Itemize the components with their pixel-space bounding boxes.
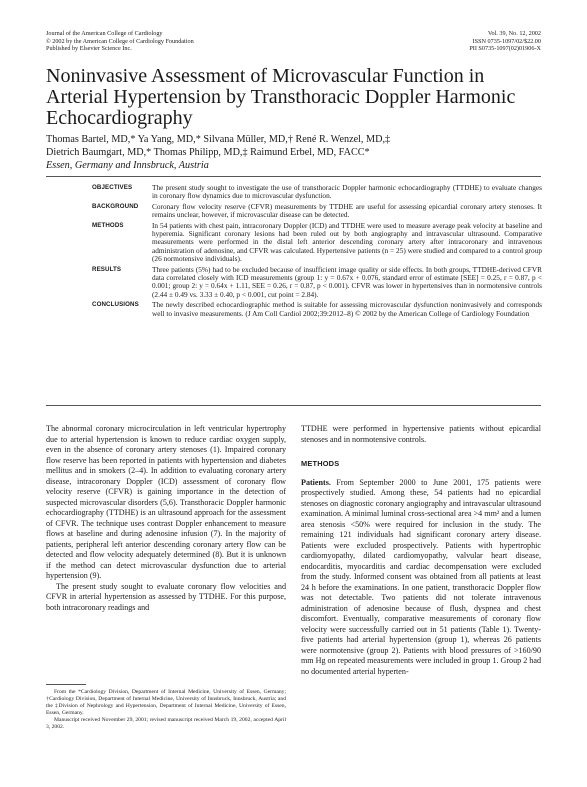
abstract-bottom-rule <box>46 405 541 406</box>
affiliation-footnote <box>46 689 286 732</box>
abstract-top-rule <box>46 176 541 177</box>
abstract-results <box>92 266 542 300</box>
copyright-line: © 2002 by the American College of Cardiology Foundation <box>46 37 194 45</box>
manuscript-dates: Manuscript received November 29, 2001; revised manuscript received March 19, 2002, accepted April 3, 2002. <box>46 717 286 731</box>
intro-paragraph: The abnormal coronary microcirculation in left ventricular hypertrophy due to arterial hypertension is known to reduce cardiac oxygen supply, even in the absence of coronary artery stenoses (1). Impaired coronary flow reserve has been reported in patients with hypertension and diabetes mellitus and in smokers (2–4). In addition to evaluating coronary artery disease, intracoronary Doppler (ICD) assessment of coronary flow velocity reserve (CFVR) is gaining importance in the detection of suspected microvascular disorders (5,6). Transthoracic Doppler harmonic echocardiography (TTDHE) is an ultrasound approach for the assessment of CFVR. The technique uses contrast Doppler enhancement to measure flows at baseline and during adenosine infusion (7). In the majority of patients, peripheral left anterior descending coronary artery flow can be detected and flow velocity adequately determined (8). But it is unknown if the method can detect microvascular dysfunction due to arterial hypertension (9). <box>46 424 286 580</box>
author-line: Dietrich Baumgart, MD,* Thomas Philipp, MD,‡ Raimund Erbel, MD, FACC* <box>46 146 370 158</box>
body-column-left <box>46 424 286 613</box>
journal-header-left <box>46 30 194 53</box>
issn-line: ISSN 0735-1097/02/$22.00 <box>472 37 541 45</box>
volume-line: Vol. 39, No. 12, 2002 <box>487 30 541 37</box>
abstract-text: The present study sought to investigate the use of transthoracic Doppler harmonic echocardiography (TTDHE) to evaluate changes in coronary flow dynamics due to microvascular dysfunction. <box>152 183 542 201</box>
abstract-background <box>92 203 542 220</box>
pii-line: PII S0735-1097(02)01906-X <box>469 45 541 53</box>
abstract-conclusions <box>92 301 542 318</box>
abstract-label: RESULTS <box>92 265 122 273</box>
publisher-line: Published by Elsevier Science Inc. <box>46 45 132 53</box>
intro-continuation: TTDHE were performed in hypertensive patients without epicardial stenoses and in normotensive controls. <box>301 424 541 444</box>
author-list <box>46 134 546 159</box>
affiliation-text: From the *Cardiology Division, Department of Internal Medicine, University of Essen, Germany; †Cardiology Division, Department of Internal Medicine, University of Innsbruck, Innsbruck, Austria; and the ‡Division of Nephrology and Hypertension, Department of Internal Medicine, University of Essen, Essen, Germany. <box>46 689 286 717</box>
abstract-text: Three patients (5%) had to be excluded because of insufficient image quality or side effects. In both groups, TTDHE-derived CFVR data correlated closely with ICD measurements (group 1: y = 0.67x + 0.076, standard error of estimate [SEE] = 0.25, r = 0.87, p < 0.001; group 2: y = 0.64x + 1.11, SEE = 0.26, r = 0.87, p < 0.001). CFVR was lower in hypertensives than in normotensive controls (2.44 ± 0.49 vs. 3.33 ± 0.40, p < 0.001, cut point = 2.84). <box>152 264 542 299</box>
methods-heading: METHODS <box>301 459 340 468</box>
patients-paragraph <box>301 478 541 678</box>
body-column-right <box>301 424 541 677</box>
abstract-label: CONCLUSIONS <box>92 301 139 309</box>
structured-abstract <box>92 184 542 320</box>
abstract-label: OBJECTIVES <box>92 184 133 191</box>
footnote-rule <box>46 684 86 685</box>
abstract-methods <box>92 222 542 264</box>
intro-paragraph: The present study sought to evaluate coronary flow velocities and CFVR in arterial hypertension as assessed by TTDHE. For this purpose, both intracoronary readings and <box>46 581 286 612</box>
patients-run-in-heading: Patients. <box>301 477 331 487</box>
article-title: Noninvasive Assessment of Microvascular Function in Arterial Hypertension by Transthoracic Doppler Harmonic Echocardiography <box>46 65 516 129</box>
abstract-label: METHODS <box>92 221 124 229</box>
abstract-text: Coronary flow velocity reserve (CFVR) measurements by TTDHE are useful for assessing epicardial coronary artery stenoses. It remains unclear, however, if microvascular disease can be detected. <box>152 201 542 220</box>
abstract-text: In 54 patients with chest pain, intracoronary Doppler (ICD) and TTDHE were used to measure average peak velocity at baseline and hyperemia. Significant coronary lesions had been ruled out by both angiography and intravascular ultrasound. Comparative measurements were performed in the distal left anterior descending coronary artery after intracoronary and intravenous administration of adenosine, and CFVR was calculated. Hypertensive patients (n = 25) were studied and compared to a control group (26 normotensive individuals). <box>152 220 542 264</box>
author-line: Thomas Bartel, MD,* Ya Yang, MD,* Silvana Müller, MD,† René R. Wenzel, MD,‡ <box>46 134 391 145</box>
abstract-label: BACKGROUND <box>92 202 139 210</box>
author-location: Essen, Germany and Innsbruck, Austria <box>46 160 209 171</box>
journal-header-right <box>469 30 541 53</box>
patients-text: From September 2000 to June 2001, 175 patients were prospectively studied. Among these, 54 patients had no epicardial stenoses on diagnostic coronary angiography and intravascular ultrasound examination. A minimal luminal cross-sectional area >4 mm² and a lumen area stenosis <50% were required for inclusion in the study. The remaining 121 individuals had significant coronary artery disease. Patients were excluded prospectively. Patients with hypertrophic cardiomyopathy, dilated cardiomyopathy, valvular heart disease, endocarditis, myocarditis and cardiac decompensation were excluded from the study. Informed consent was obtained from all patients at least 24 h before the examinations. In one patient, transthoracic Doppler flow was not detectable. Two patients did not tolerate intravenous administration of adenosine because of flush, dyspnea and chest discomfort. Eventually, comparative measurements of coronary flow velocity were successfully carried out in 51 patients (Table 1). Twenty-five patients had arterial hypertension (group 1), whereas 26 patients were normotensive (group 2). Patients with blood pressures of >160/90 mm Hg on repeated measurements were included in group 1. Group 2 had no documented arterial hyperten- <box>301 477 541 676</box>
journal-name: Journal of the American College of Cardiology <box>46 30 163 37</box>
abstract-text: The newly described echocardiographic method is suitable for assessing microvascular dysfunction noninvasively and corresponds well to invasive measurements. (J Am Coll Cardiol 2002;39:2012–8) © 2002 by the American College of Cardiology Foundation <box>152 300 542 318</box>
abstract-objectives <box>92 184 542 201</box>
